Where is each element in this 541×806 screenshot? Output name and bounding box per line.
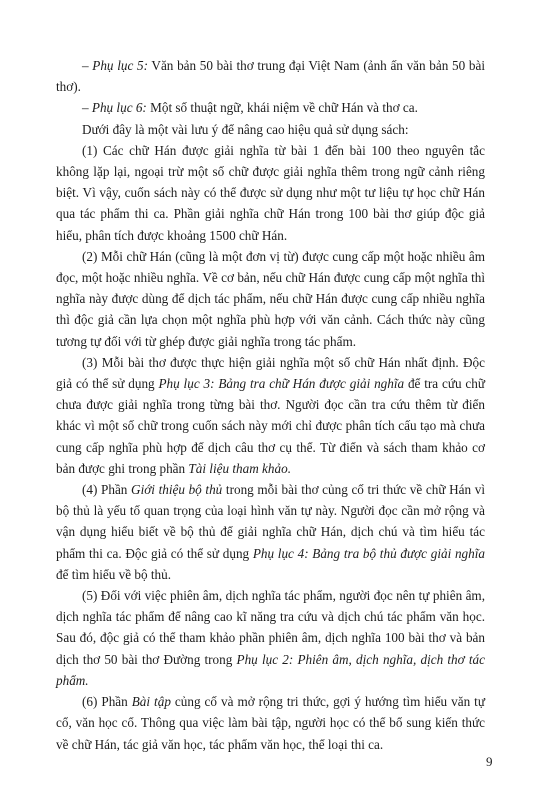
italic-run: Phụ lục 3: Bảng tra chữ Hán được giải nghĩa [158, 376, 405, 392]
text-run: (6) Phần [82, 694, 132, 710]
italic-run: Phụ lục 4: Bảng tra bộ thủ được giải nghĩa [252, 545, 485, 561]
paragraph [56, 691, 485, 755]
paragraph [56, 352, 485, 479]
paragraph [56, 246, 485, 352]
text-run: trong mỗi bài thơ củng cố tri thức về chữ Hán vì bộ thủ là yếu tố quan trọng của loại hình văn tự này. Người đọc cần mở rộng và vận dụng hiểu biết về bộ thủ để giải nghĩa chữ Hán, dịch chú và tìm hiểu tác phẩm thi ca. Độc giả có thể sử dụng [56, 482, 485, 561]
text-run: (3) Mỗi bài thơ được thực hiện giải nghĩa một số chữ Hán nhất định. Độc giả có thể sử dụng [56, 354, 485, 392]
text-run: – [82, 100, 92, 116]
paragraph [56, 585, 485, 691]
text-run: Văn bản 50 bài thơ trung đại Việt Nam (ảnh ấn văn bản 50 bài thơ). [56, 58, 485, 95]
text-run: (2) Mỗi chữ Hán (cũng là một đơn vị từ) được cung cấp một hoặc nhiều âm đọc, một hoặc nhiều nghĩa. Về cơ bản, nếu chữ Hán được cung cấp một nghĩa thì nghĩa này được dùng để dịch tác phẩm, nếu chữ Hán được cung cấp nhiều nghĩa thì độc giả cần lựa chọn một nghĩa phù hợp với văn cảnh. Cách thức này cũng tương tự đối với từ ghép được giải nghĩa trong tác phẩm. [56, 248, 485, 349]
page-number: 9 [486, 754, 493, 769]
text-run: – [82, 58, 93, 73]
italic-run: Bài tập [131, 694, 171, 710]
italic-run: Phụ lục 6: [91, 100, 147, 116]
italic-run: Giới thiệu bộ thủ [131, 482, 223, 498]
italic-run: Phụ lục 5: [92, 58, 148, 73]
text-run: (4) Phần [82, 482, 132, 498]
paragraph [56, 97, 485, 118]
text-run: Một số thuật ngữ, khái niệm về chữ Hán và thơ ca. [146, 100, 418, 116]
paragraph [56, 479, 485, 585]
text-run: củng cố và mở rộng tri thức, gợi ý hướng tìm hiểu văn tự cổ, văn học cổ. Thông qua việc làm bài tập, người học có thể bổ sung kiến thức về chữ Hán, tác giả văn học, tác phẩm văn học, thể loại thi ca. [56, 694, 485, 752]
text-run: để tra cứu chữ chưa được giải nghĩa trong từng bài thơ. Người đọc cần tra cứu thêm từ điển khác vì một số chữ trong cuốn sách này mới chỉ được phân tích cấu tạo mà chưa cung cấp nghĩa phù hợp để dịch câu thơ cụ thể. Từ điển và sách tham khảo cơ bản được ghi trong phần [56, 376, 485, 476]
paragraph [56, 119, 485, 140]
italic-run: Phụ lục 2: Phiên âm, dịch nghĩa, dịch thơ tác phẩm. [56, 651, 485, 688]
text-run: Dưới đây là một vài lưu ý để nâng cao hiệu quả sử dụng sách: [82, 121, 409, 137]
italic-run: Tài liệu tham khảo. [188, 460, 291, 476]
paragraph [56, 140, 485, 246]
text-run: để tìm hiểu về bộ thủ. [56, 566, 172, 582]
body-text [56, 55, 485, 755]
text-run: (1) Các chữ Hán được giải nghĩa từ bài 1 đến bài 100 theo nguyên tắc không lặp lại, ngoại trừ một số chữ được giải nghĩa thêm trong ngữ cảnh riêng biệt. Vì vậy, cuốn sách này có thể được sử dụng như một tư liệu tự học chữ Hán qua tác phẩm thi ca. Phần giải nghĩa chữ Hán trong 100 bài thơ giúp độc giả hiểu, phân tích được khoảng 1500 chữ Hán. [56, 142, 485, 243]
text-run: (5) Đối với việc phiên âm, dịch nghĩa tác phẩm, người đọc nên tự phiên âm, dịch nghĩa tác phẩm để nâng cao kĩ năng tra cứu và dịch chú tác phẩm văn học. Sau đó, độc giả có thể tham khảo phần phiên âm, dịch nghĩa 100 bài thơ và bản dịch thơ 50 bài thơ Đường trong [56, 588, 485, 667]
paragraph [56, 55, 485, 97]
